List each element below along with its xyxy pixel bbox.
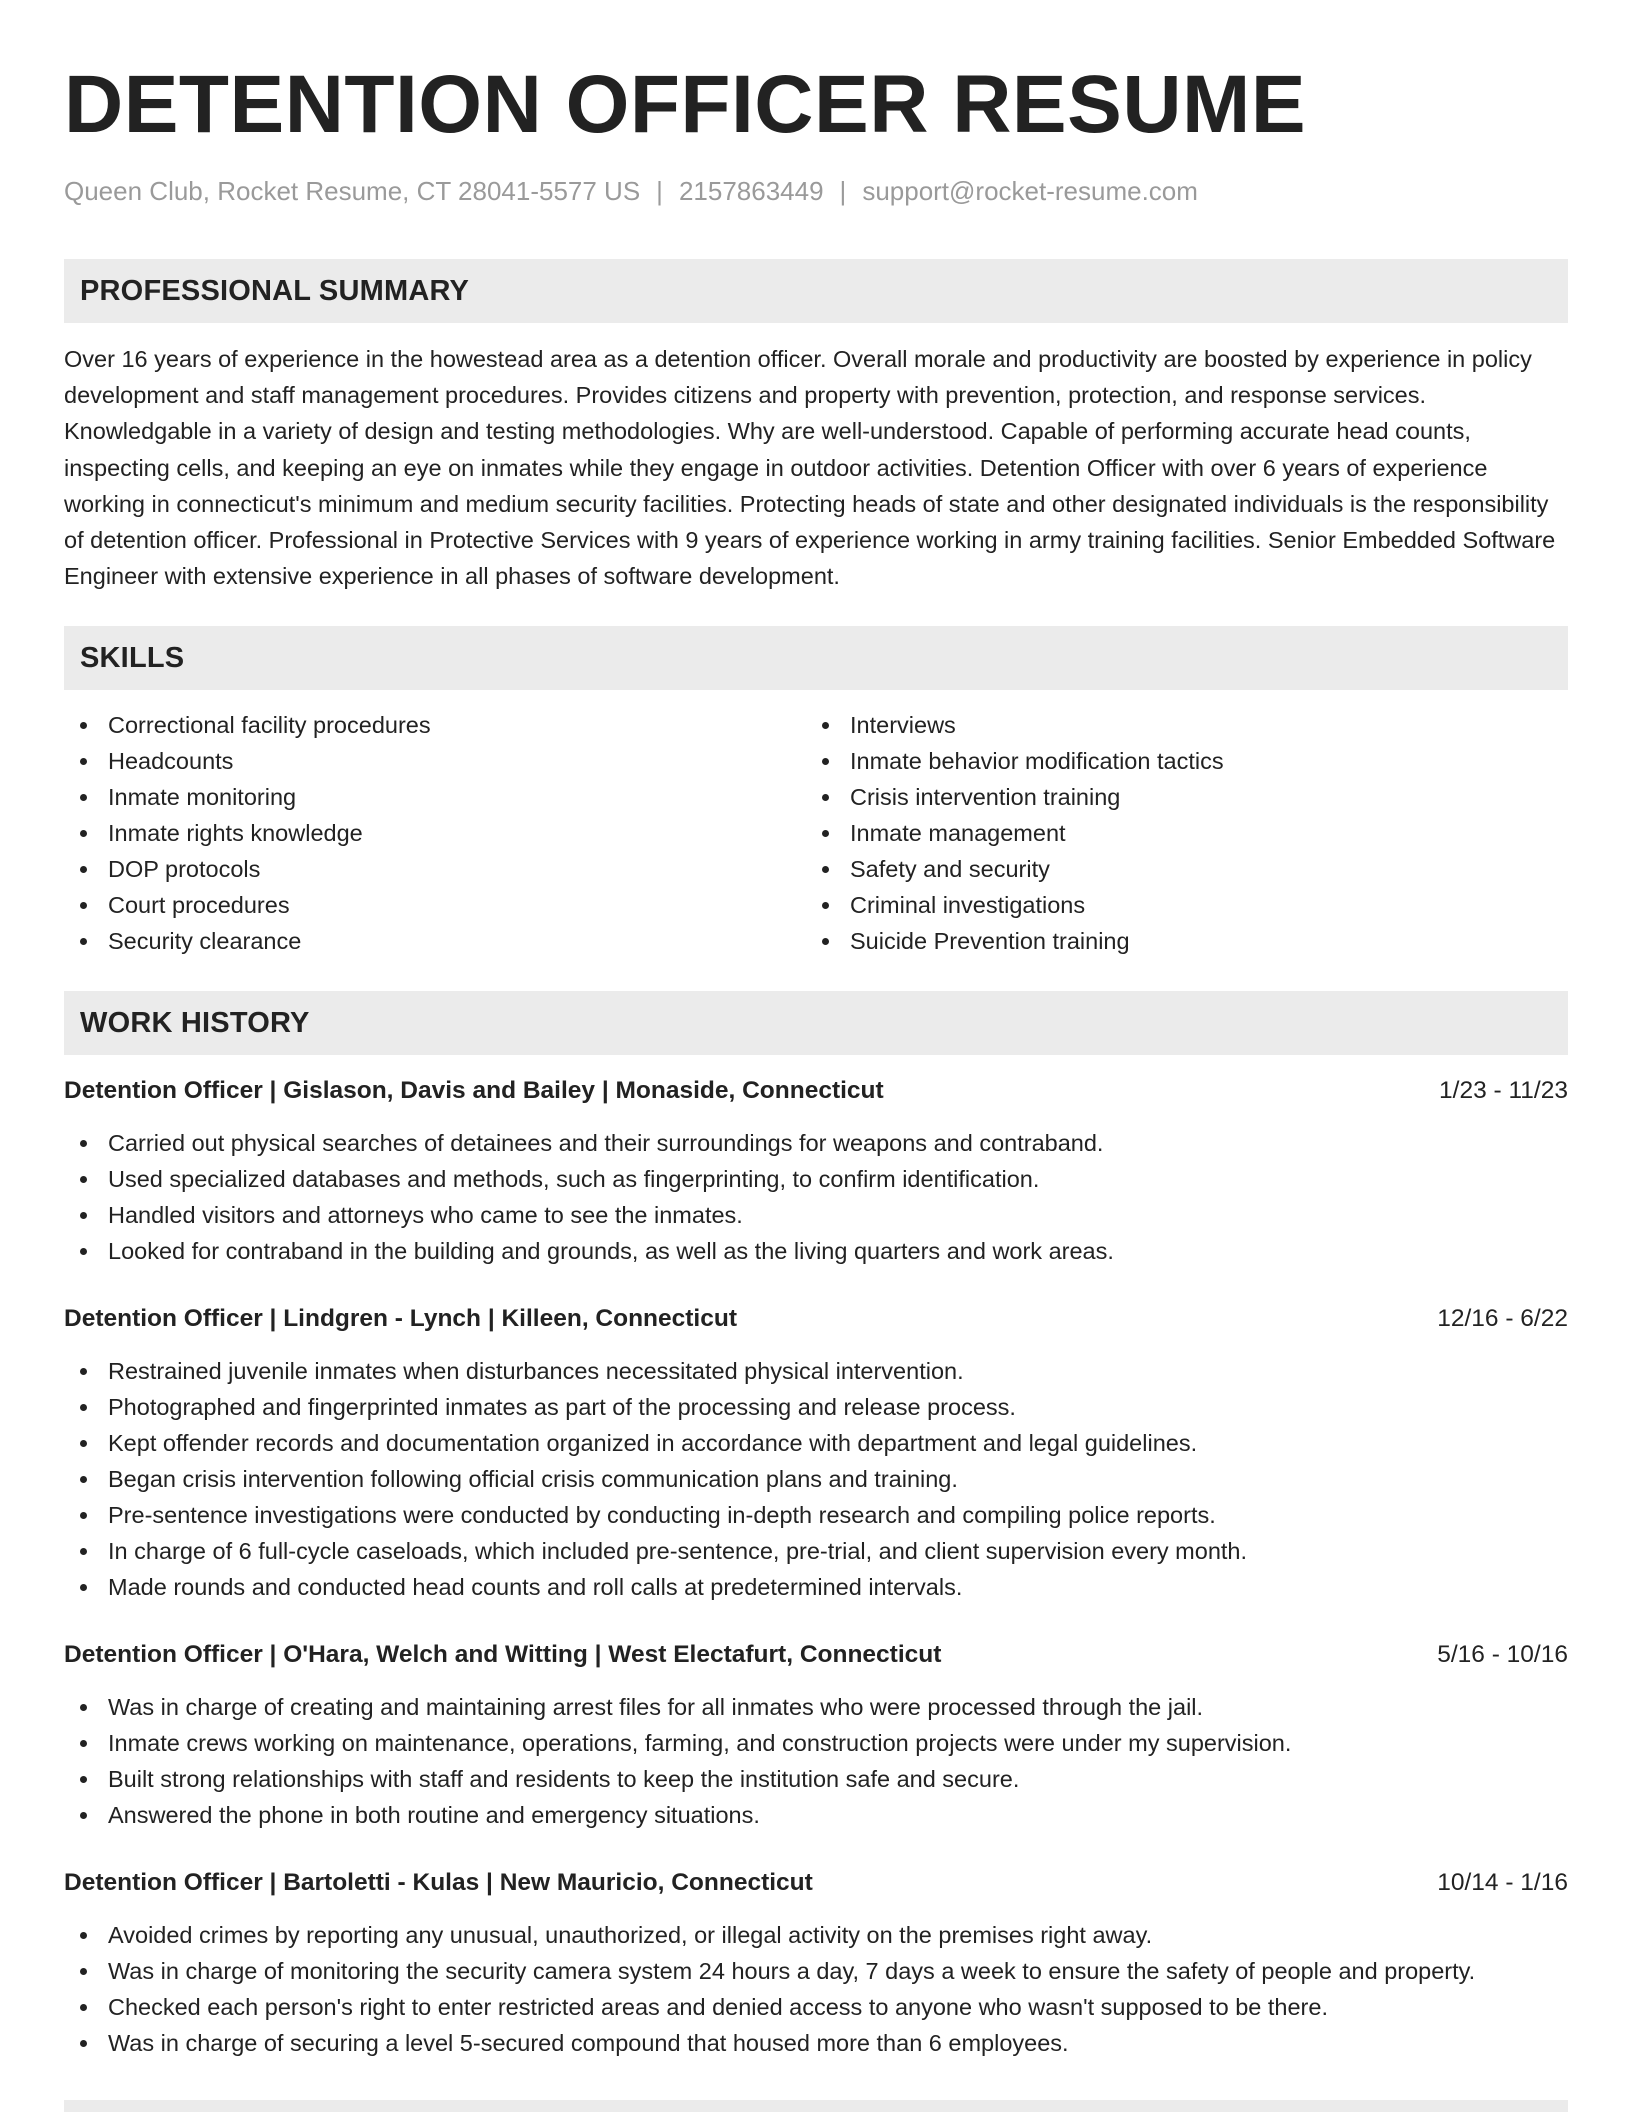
skill-item: Crisis intervention training (806, 779, 1568, 815)
summary-heading: PROFESSIONAL SUMMARY (64, 259, 1568, 323)
job-duty: Made rounds and conducted head counts and roll calls at predetermined intervals. (64, 1569, 1568, 1605)
job-entry (64, 1074, 1568, 1269)
job-title: Detention Officer | Bartoletti - Kulas | New Mauricio, Connecticut (64, 1869, 813, 1897)
job-duty: Inmate crews working on maintenance, operations, farming, and construction projects were under my supervision. (64, 1725, 1568, 1761)
job-title: Detention Officer | Gislason, Davis and Bailey | Monaside, Connecticut (64, 1077, 884, 1105)
job-duty: Carried out physical searches of detainees and their surroundings for weapons and contraband. (64, 1125, 1568, 1161)
job-duty: Was in charge of monitoring the security camera system 24 hours a day, 7 days a week to ensure the safety of people and property. (64, 1953, 1568, 1989)
skill-item: Correctional facility procedures (64, 707, 806, 743)
skills-column-left (64, 707, 806, 959)
job-duties (64, 1689, 1568, 1833)
work-history-list (64, 1074, 1568, 2061)
job-dates: 12/16 - 6/22 (1437, 1305, 1568, 1333)
resume-page (64, 0, 1568, 2061)
skill-item: Inmate monitoring (64, 779, 806, 815)
job-header (64, 1866, 1568, 1900)
job-duty: Handled visitors and attorneys who came to see the inmates. (64, 1197, 1568, 1233)
job-duty: Avoided crimes by reporting any unusual, unauthorized, or illegal activity on the premises right away. (64, 1917, 1568, 1953)
skills-column-right (806, 707, 1568, 959)
skill-item: Inmate management (806, 815, 1568, 851)
job-entry (64, 1638, 1568, 1833)
job-duties (64, 1917, 1568, 2061)
skills-heading: SKILLS (64, 626, 1568, 690)
skill-item: Headcounts (64, 743, 806, 779)
resume-title: DETENTION OFFICER RESUME (64, 59, 1307, 150)
job-dates: 10/14 - 1/16 (1437, 1869, 1568, 1897)
job-header (64, 1074, 1568, 1108)
skill-item: Security clearance (64, 923, 806, 959)
job-dates: 1/23 - 11/23 (1439, 1077, 1568, 1105)
skill-item: Inmate behavior modification tactics (806, 743, 1568, 779)
summary-text: Over 16 years of experience in the howestead area as a detention officer. Overall morale and productivity are boosted by experience in policy development and staff management procedures. Provides citizens and property with prevention, protection, and response services. Knowledgable in a variety of design and testing methodologies. Why are well-understood. Capable of performing accurate head counts, inspecting cells, and keeping an eye on inmates while they engage in outdoor activities. Detention Officer with over 6 years of experience working in connecticut's minimum and medium security facilities. Protecting heads of state and other designated individuals is the responsibility of detention officer. Professional in Protective Services with 9 years of experience working in army training facilities. Senior Embedded Software Engineer with extensive experience in all phases of software development. (64, 346, 1556, 590)
skill-item: Criminal investigations (806, 887, 1568, 923)
job-duty: Restrained juvenile inmates when disturbances necessitated physical intervention. (64, 1353, 1568, 1389)
contact-separator: | (839, 176, 847, 206)
job-header (64, 1638, 1568, 1672)
contact-separator: | (656, 176, 663, 206)
job-entry (64, 1302, 1568, 1605)
job-header (64, 1302, 1568, 1336)
job-duty: Answered the phone in both routine and emergency situations. (64, 1797, 1568, 1833)
job-duty: Was in charge of securing a level 5-secured compound that housed more than 6 employees. (64, 2025, 1568, 2061)
skill-item: Inmate rights knowledge (64, 815, 806, 851)
next-section-header-edge (64, 2100, 1568, 2112)
job-duty: Built strong relationships with staff and residents to keep the institution safe and secure. (64, 1761, 1568, 1797)
job-duty: Began crisis intervention following official crisis communication plans and training. (64, 1461, 1568, 1497)
work-history-heading: WORK HISTORY (64, 991, 1568, 1055)
job-entry (64, 1866, 1568, 2061)
job-title: Detention Officer | O'Hara, Welch and Witting | West Electafurt, Connecticut (64, 1641, 942, 1669)
skill-item: Court procedures (64, 887, 806, 923)
job-duty: Checked each person's right to enter restricted areas and denied access to anyone who wasn't supposed to be there. (64, 1989, 1568, 2025)
contact-phone: 2157863449 (678, 176, 824, 206)
job-duty: Pre-sentence investigations were conducted by conducting in-depth research and compiling police reports. (64, 1497, 1568, 1533)
skill-item: Interviews (806, 707, 1568, 743)
contact-line (64, 174, 1568, 208)
skills-list (64, 707, 1568, 959)
job-duties (64, 1125, 1568, 1269)
skill-item: Safety and security (806, 851, 1568, 887)
contact-email: support@rocket-resume.com (862, 176, 1198, 206)
job-duty: Kept offender records and documentation organized in accordance with department and legal guidelines. (64, 1425, 1568, 1461)
job-duty: In charge of 6 full-cycle caseloads, which included pre-sentence, pre-trial, and client supervision every month. (64, 1533, 1568, 1569)
job-duty: Photographed and fingerprinted inmates as part of the processing and release process. (64, 1389, 1568, 1425)
job-dates: 5/16 - 10/16 (1437, 1641, 1568, 1669)
skill-item: Suicide Prevention training (806, 923, 1568, 959)
contact-address: Queen Club, Rocket Resume, CT 28041-5577 US (64, 176, 641, 206)
job-duty: Was in charge of creating and maintaining arrest files for all inmates who were processed through the jail. (64, 1689, 1568, 1725)
job-title: Detention Officer | Lindgren - Lynch | Killeen, Connecticut (64, 1305, 737, 1333)
job-duty: Used specialized databases and methods, such as fingerprinting, to confirm identification. (64, 1161, 1568, 1197)
job-duty: Looked for contraband in the building and grounds, as well as the living quarters and work areas. (64, 1233, 1568, 1269)
skill-item: DOP protocols (64, 851, 806, 887)
job-duties (64, 1353, 1568, 1605)
